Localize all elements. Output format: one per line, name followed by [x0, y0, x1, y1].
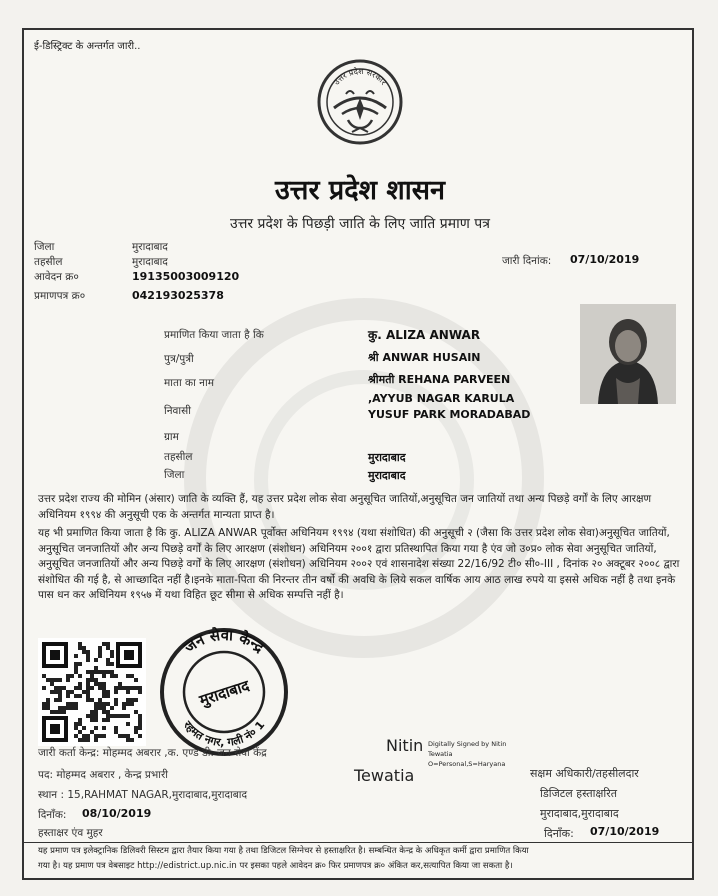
issuer-post: पद: मोहम्मद अबरार , केन्द्र प्रभारी [38, 769, 168, 781]
application-value: 19135003009120 [132, 270, 240, 283]
district-label: जिला [34, 241, 55, 253]
authority-title: सक्षम अधिकारी/तहसीलदार [530, 767, 639, 780]
caste-paragraph: उत्तर प्रदेश राज्य की मोमिन (अंसार) जाति के व्यक्ति हैं, यह उत्तर प्रदेश लोक सेवा अनुसूचित जातियों,अनुसूचित जन जातियों तथा अन्य पिछड़े वर्गों के लिए आरक्षण अधिनियम १९९४ की अनुसूची एक के अन्तर्गत मान्यता प्राप्त है। [38, 493, 652, 521]
digital-sign-line-2: Tewatia [428, 750, 453, 758]
person-district-label: जिला [164, 469, 185, 481]
issuing-center: जारी कर्ता केन्द्र: मोहम्मद अबरार ,क. एण्ड डी. जन सेवा केंद्र [38, 747, 267, 759]
svg-text:उत्तर प्रदेश सरकार [332, 66, 389, 87]
authority-digital-sign: डिजिटल हस्ताक्षरित [540, 787, 617, 800]
page-title: उत्तर प्रदेश शासन [275, 175, 445, 206]
issuer-date-label: दिनाँक: [38, 809, 67, 821]
issuer-place: स्थान : 15,RAHMAT NAGAR,मुरादाबाद,मुरादाबाद [38, 789, 248, 801]
mother-name: श्रीमती REHANA PARVEEN [368, 373, 511, 386]
applicant-photo [580, 304, 676, 404]
creamy-layer-paragraph: यह भी प्रमाणित किया जाता है कि कु. ALIZA ANWAR पूर्वोक्त अधिनियम १९९४ (यथा संशोधित) की अनुसूची २ (जैसा कि उत्तर प्रदेश लोक सेवा)अनुसूचित जातियों, अनुसूचित जनजातियों और अन्य पिछड़े वर्गों के लिए आरक्षण (संशोधन) अधिनियम २००१ द्वारा प्रतिस्थापित किया गया है एंव जो उ०प्र० लोक सेवा अनुसूचित जातियों, अनुसूचित जनजातियों और अन्य पिछड़े वर्गों के लिए आरक्षण (संशोधन) अधिनियम २००२ एवं शासनादेश संख्या 22/16/92 टी० सी०-III , दिनांक २० अक्टूबर २००८ द्वारा संशोधित की गई है, से आच्छादित नहीं है।इनके माता-पिता की निरन्तर तीन वर्षो की अवधि के लिये सकल वार्षिक आय आठ लाख रुपये या इससे अधिक नहीं है तथा इनके पास धन कर अधिनियम १९५७ में यथा विहित छूट सीमा से अधिक सम्पत्ति नहीं है। [38, 527, 680, 601]
applicant-name: कु. ALIZA ANWAR [368, 328, 481, 342]
footer-line-2: गया है। यह प्रमाण पत्र वेबसाइट http://edistrict.up.nic.in पर इसका पहले आवेदन क्र० फिर प्रमाणपत्र क्र० अंकित कर,सत्यापित किया जा सकता है। [38, 861, 513, 871]
certify-label: प्रमाणित किया जाता है कि [164, 329, 264, 341]
issue-date-value: 07/10/2019 [570, 253, 640, 266]
digital-sign-line-3: O=Personal,S=Haryana [428, 760, 506, 768]
address-line-1: ,AYYUB NAGAR KARULA [368, 392, 515, 405]
authority-date-value: 07/10/2019 [590, 825, 660, 838]
person-district-value: मुरादाबाद [368, 469, 406, 482]
district-value: मुरादाबाद [132, 241, 168, 253]
issue-date-label: जारी दिनांक: [502, 255, 552, 267]
authority-place: मुरादाबाद,मुरादाबाद [540, 807, 619, 820]
emblem-text: उत्तर प्रदेश सरकार [331, 66, 389, 87]
top-note: ई-डिस्ट्रिक्ट के अन्तर्गत जारी.. [34, 41, 141, 52]
stamp-bottom-text: रहमत नगर, गली नं० 1 [180, 718, 268, 750]
application-label: आवेदन क्र० [34, 271, 79, 283]
address-line-2: YUSUF PARK MORADABAD [368, 408, 531, 421]
digital-sign-name-1: Nitin [386, 736, 424, 755]
up-government-emblem-icon [316, 58, 404, 146]
digital-sign-by: Digitally Signed by Nitin [428, 740, 507, 748]
page-subtitle: उत्तर प्रदेश के पिछड़ी जाति के लिए जाति प्रमाण पत्र [230, 216, 490, 232]
person-photo-icon [580, 304, 676, 404]
digital-sign-name-2: Tewatia [354, 766, 415, 785]
issuer-date-value: 08/10/2019 [82, 807, 152, 820]
tehsil-value: मुरादाबाद [132, 256, 168, 268]
village-label: ग्राम [164, 431, 179, 443]
authority-date-label: दिनाँक: [544, 827, 574, 840]
certificate-label: प्रमाणपत्र क्र० [34, 290, 86, 302]
person-tehsil-value: मुरादाबाद [368, 451, 406, 464]
mother-label: माता का नाम [164, 377, 214, 389]
certificate-page [22, 28, 694, 880]
footer-divider [24, 842, 692, 843]
jan-seva-kendra-stamp-icon [158, 626, 290, 758]
person-tehsil-label: तहसील [164, 451, 193, 463]
signature-seal-label: हस्ताक्षर एंव मुहर [38, 827, 103, 839]
stamp-top-text: जन सेवा केन्द्र [180, 626, 268, 657]
resident-label: निवासी [164, 405, 191, 417]
father-name: श्री ANWAR HUSAIN [368, 351, 481, 364]
footer-line-1: यह प्रमाण पत्र इलेक्ट्रानिक डिलिवरी सिस्टम द्वारा तैयार किया गया है तथा डिजिटल सिग्नेचर से हस्ताक्षरित है। सम्बन्धित केन्द्र के अधिकृत कर्मी द्वारा प्रमाणित किया [38, 846, 529, 856]
stamp-center-text: मुरादाबाद [197, 676, 252, 710]
certificate-value: 042193025378 [132, 289, 224, 302]
relation-label: पुत्र/पुत्री [164, 353, 194, 365]
qr-code-icon [38, 638, 146, 746]
tehsil-label: तहसील [34, 256, 63, 268]
